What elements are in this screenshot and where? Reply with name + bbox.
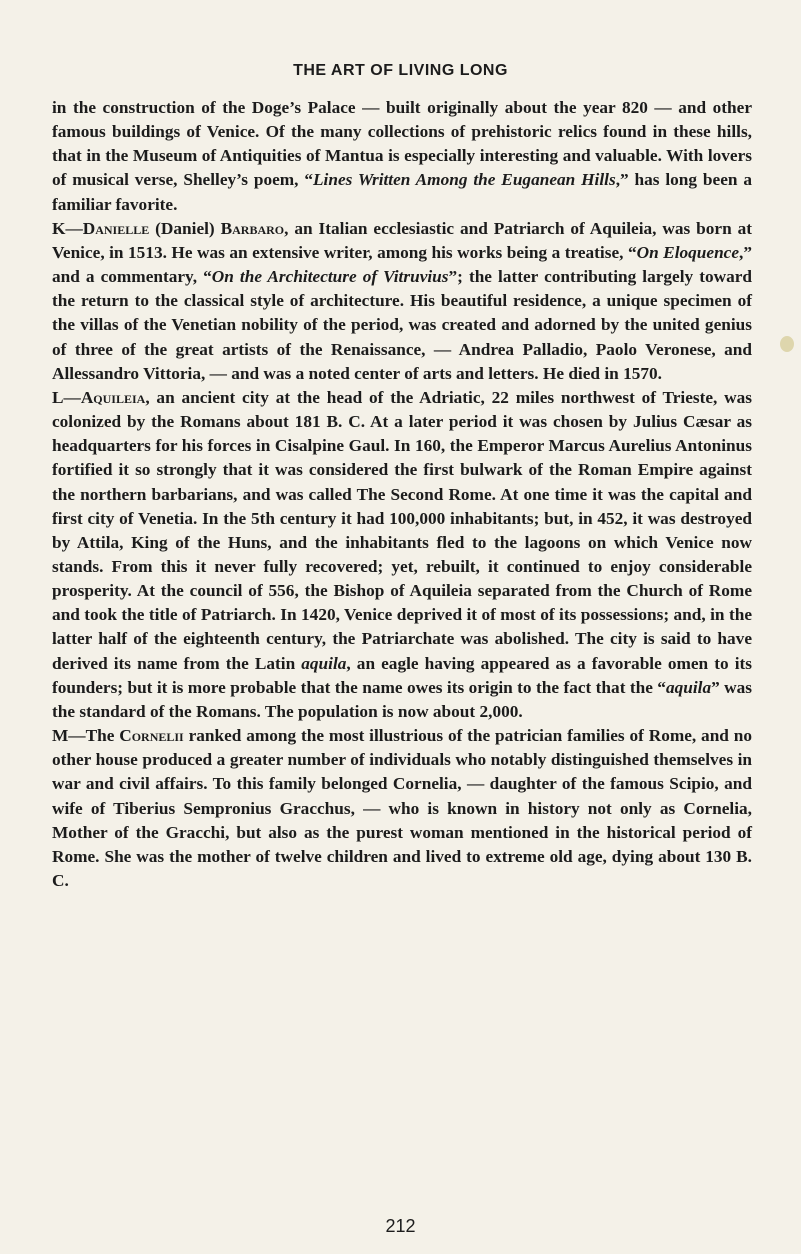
paragraph <box>52 96 752 217</box>
italic-run: On Eloquence <box>636 242 740 262</box>
running-header: THE ART OF LIVING LONG <box>293 62 508 79</box>
text-run: ”; the latter contributing largely toward the return to the classical style of architecture. His beautiful residence, a unique specimen of the villas of the Venetian nobility of the period, was created and adorned by the united genius of three of the great artists of the Renaissance, — Andrea Palladio, Paolo Veronese, and Allessandro Vittoria, — and was a noted center of arts and letters. He died in 1570. <box>52 267 753 383</box>
text-run: ” was the standard of the Romans. The population is now about 2,000. <box>52 677 752 721</box>
italic-run: aquila <box>301 653 347 673</box>
page-number: 212 <box>385 1216 416 1236</box>
italic-run: aquila <box>665 677 712 697</box>
smallcaps-run: Barbaro <box>220 218 285 238</box>
text-run: ranked among the most illustrious of the patrician families of Rome, and no other house produced a greater number of individuals who notably distinguished themselves in war and civil affairs. To this family belonged Cornelia, — daughter of the famous Scipio, and wife of Tiberius Sempronius Gracchus, — who is known in history not only as Cornelia, Mother of the Gracchi, but also as the purest woman mentioned in the historical period of Rome. She was the mother of twelve children and lived to extreme old age, dying about 130 B. C. <box>52 726 752 890</box>
text-run: , an Italian ecclesiastic and Patriarch of Aquileia, was born at Venice, in 1513. He was an extensive writer, among his works being a treatise, “ <box>52 218 752 262</box>
smallcaps-run: Danielle <box>82 218 150 238</box>
paragraph <box>52 217 752 386</box>
text-run: , an eagle having appeared as a favorable omen to its founders; but it is more probable that the name owes its origin to the fact that the “ <box>52 653 753 697</box>
text-run: ,” has long been a familiar favorite. <box>52 170 752 214</box>
paragraph <box>52 724 752 893</box>
text-run: M—The <box>52 726 120 746</box>
page-stain <box>780 336 794 352</box>
body-text <box>52 96 752 893</box>
smallcaps-run: Cornelii <box>119 726 184 746</box>
text-run: ,” and a commentary, “ <box>52 242 752 287</box>
text-run: K— <box>52 218 83 238</box>
smallcaps-run: Aquileia <box>80 387 146 407</box>
text-run: in the construction of the Doge’s Palace — built originally about the year 820 — and other famous buildings of Venice. Of the many collections of prehistoric relics found in these hills, that in the Museum of Antiquities of Mantua is especially interesting and valuable. With lovers of musical verse, Shelley’s poem, “ <box>52 98 752 190</box>
text-run: , an ancient city at the head of the Adriatic, 22 miles northwest of Trieste, was colonized by the Romans about 181 B. C. At a later period it was chosen by Julius Cæsar as headquarters for his forces in Cisalpine Gaul. In 160, the Emperor Marcus Aurelius Antoninus fortified it so strongly that it was considered the first bulwark of the Roman Empire against the northern barbarians, and was called The Second Rome. At one time it was the capital and first city of Venetia. In the 5th century it had 100,000 inhabitants; but, in 452, it was destroyed by Attila, King of the Huns, and the inhabitants fled to the lagoons on which Venice now stands. From this it never fully recovered; yet, rebuilt, it continued to enjoy considerable prosperity. At the council of 556, the Bishop of Aquileia separated from the Church of Rome and took the title of Patriarch. In 1420, Venice deprived it of most of its possessions; and, in the latter half of the eighteenth century, the Patriarchate was abolished. The city is said to have derived its name from the Latin <box>52 387 752 673</box>
italic-run: On the Architecture of Vitruvius <box>211 267 449 287</box>
text-run: L— <box>52 387 81 407</box>
paragraph <box>52 386 752 724</box>
text-run: (Daniel) <box>149 218 221 238</box>
italic-run: Lines Written Among the Euganean Hills <box>312 170 616 190</box>
